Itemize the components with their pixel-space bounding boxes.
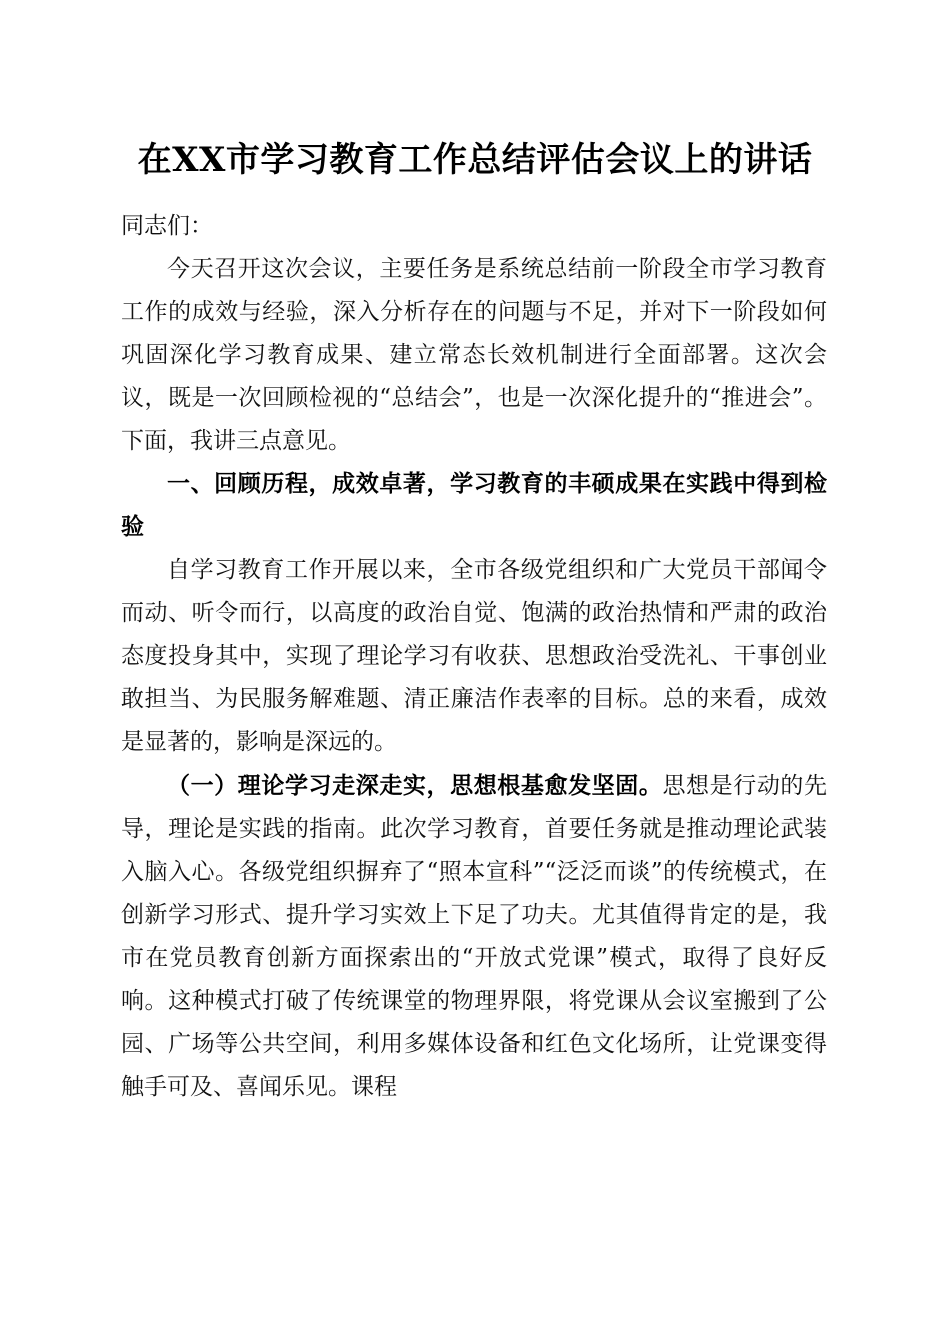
subsection-1-paragraph xyxy=(121,764,827,1109)
subsection-1-body: 思想是行动的先导，理论是实践的指南。此次学习教育，首要任务就是推动理论武装入脑入心。各级党组织摒弃了“照本宣科”“泛泛而谈”的传统模式，在创新学习形式、提升学习实效上下足了功夫。尤其值得肯定的是，我市在党员教育创新方面探索出的“开放式党课”模式，取得了良好反响。这种模式打破了传统课堂的物理界限，将党课从会议室搬到了公园、广场等公共空间，利用多媒体设备和红色文化场所，让党课变得触手可及、喜闻乐见。课程 xyxy=(121,773,828,1100)
salutation: 同志们： xyxy=(121,213,213,239)
subsection-heading-1: （一）理论学习走深走实，思想根基愈发坚固。 xyxy=(167,772,663,799)
section-1-paragraph: 自学习教育工作开展以来，全市各级党组织和广大党员干部闻令而动、听令而行，以高度的政治自觉、饱满的政治热情和严肃的政治态度投身其中，实现了理论学习有收获、思想政治受洗礼、干事创业敢担当、为民服务解难题、清正廉洁作表率的目标。总的来看，成效是显著的，影响是深远的。 xyxy=(121,557,827,755)
intro-paragraph: 今天召开这次会议，主要任务是系统总结前一阶段全市学习教育工作的成效与经验，深入分析存在的问题与不足，并对下一阶段如何巩固深化学习教育成果、建立常态长效机制进行全面部署。这次会议，既是一次回顾检视的“总结会”，也是一次深化提升的“推进会”。下面，我讲三点意见。 xyxy=(121,256,827,454)
section-heading-1: 一、回顾历程，成效卓著，学习教育的丰硕成果在实践中得到检验 xyxy=(121,471,827,540)
document-body xyxy=(121,205,827,1109)
document-title: 在XX市学习教育工作总结评估会议上的讲话 xyxy=(137,140,813,180)
